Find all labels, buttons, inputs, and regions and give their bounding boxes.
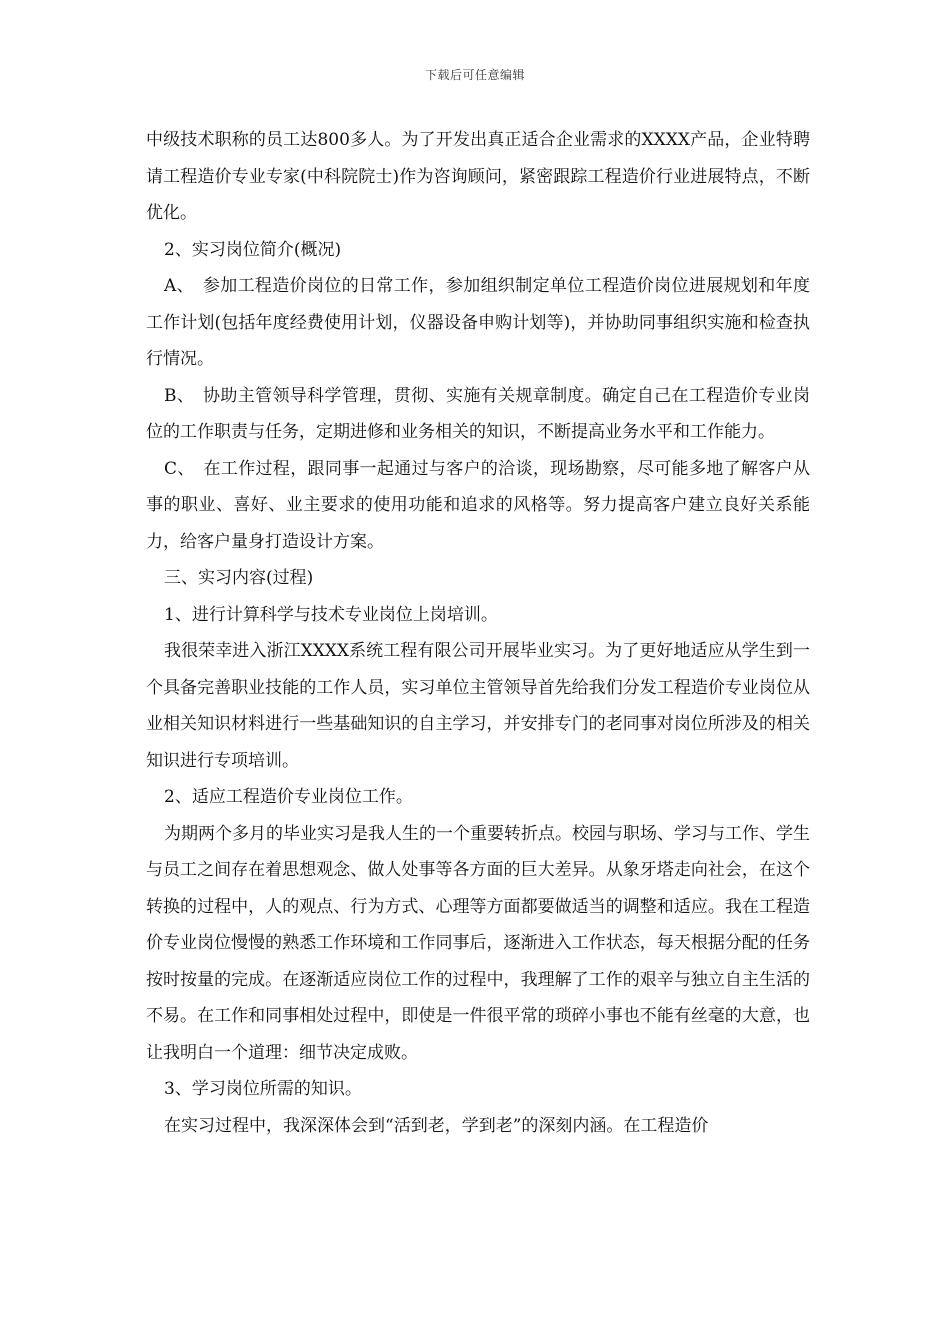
paragraph-adapt: 为期两个多月的毕业实习是我人生的一个重要转折点。校园与职场、学习与工作、学生与员工之间存在着思想观念、做人处事等各方面的巨大差异。从象牙塔走向社会，在这个转换的过程中，人的观点、行为方式、心理等方面都要做适当的调整和适应。我在工程造价专业岗位慢慢的熟悉工作环境和工作同事后，逐渐进入工作状态，每天根据分配的任务按时按量的完成。在逐渐适应岗位工作的过程中，我理解了工作的艰辛与独立自主生活的不易。在工作和同事相处过程中，即使是一件很平常的琐碎小事也不能有丝毫的大意，也让我明白一个道理：细节决定成败。 (146, 823, 810, 1063)
subheading-learning: 3、学习岗位所需的知识。 (164, 1079, 362, 1099)
paragraph-company-intro: 中级技术职称的员工达800多人。为了开发出真正适合企业需求的XXXX产品，企业特聘请工程造价专业专家(中科院院士)作为咨询顾问，紧密跟踪工程造价行业进展特点，不断优化。 (146, 130, 810, 223)
list-item-b: B、 协助主管领导科学管理，贯彻、实施有关规章制度。确定自己在工程造价专业岗位的工作职责与任务，定期进修和业务相关的知识，不断提高业务水平和工作能力。 (146, 385, 810, 442)
document-body (146, 122, 810, 1144)
subheading-adapt: 2、适应工程造价专业岗位工作。 (164, 787, 413, 807)
subheading-training: 1、进行计算科学与技术专业岗位上岗培训。 (164, 604, 498, 625)
paragraph-training: 我很荣幸进入浙江XXXX系统工程有限公司开展毕业实习。为了更好地适应从学生到一个具备完善职业技能的工作人员，实习单位主管领导首先给我们分发工程造价专业岗位从业相关知识材料进行一些基础知识的自主学习，并安排专门的老同事对岗位所涉及的相关知识进行专项培训。 (146, 641, 810, 771)
list-item-a: A、 参加工程造价岗位的日常工作，参加组织制定单位工程造价岗位进展规划和年度工作计划(包括年度经费使用计划，仪器设备申购计划等)，并协助同事组织实施和检查执行情况。 (146, 276, 810, 369)
list-item-c: C、 在工作过程，跟同事一起通过与客户的洽谈，现场勘察，尽可能多地了解客户从事的职业、喜好、业主要求的使用功能和追求的风格等。努力提高客户建立良好关系能力，给客户量身打造设计方案。 (146, 458, 810, 552)
page-header: 下载后可任意编辑 (424, 68, 525, 82)
section-heading-internship-content: 三、实习内容(过程) (164, 568, 314, 588)
paragraph-learning: 在实习过程中，我深深体会到“活到老，学到老”的深刻内涵。在工程造价 (164, 1115, 709, 1136)
section-heading-position-intro: 2、实习岗位简介(概况) (164, 239, 342, 260)
